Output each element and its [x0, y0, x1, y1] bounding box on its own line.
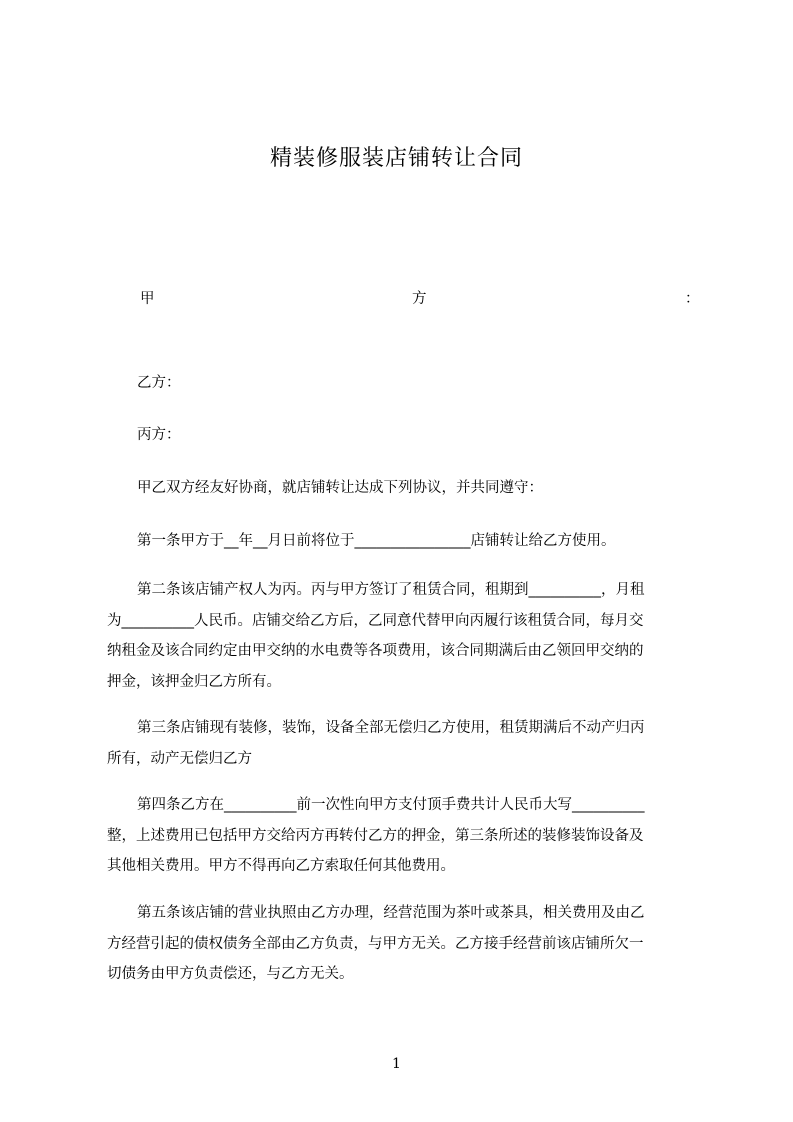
party-c-line: 丙方：: [137, 427, 181, 443]
article-3-line: 第三条店铺现有装修，装饰，设备全部无偿归乙方使用，租赁期满后不动产归丙: [137, 720, 645, 736]
party-a-char-2: 方: [412, 291, 427, 307]
party-a-colon: ：: [685, 291, 700, 307]
article-5-line: 切债务由甲方负责偿还，与乙方无关。: [107, 966, 354, 982]
party-a-char-1: 甲: [140, 291, 155, 307]
party-a-line: [107, 287, 700, 315]
article-5-line: 第五条该店铺的营业执照由乙方办理，经营范围为茶叶或茶具，相关费用及由乙: [137, 905, 645, 921]
page-number: 1: [392, 1056, 401, 1072]
article-4-line: 其他相关费用。甲方不得再向乙方索取任何其他费用。: [107, 858, 455, 874]
article-5-line: 方经营引起的债权债务全部由乙方负责，与甲方无关。乙方接手经营前该店铺所欠一: [107, 935, 644, 952]
article-3: [107, 713, 699, 774]
article-2: [107, 575, 699, 697]
article-4-line: 整，上述费用已包括甲方交给丙方再转付乙方的押金，第三条所述的装修装饰设备及: [107, 827, 644, 844]
article-3-line: 所有，动产无偿归乙方: [107, 750, 252, 767]
document-title: 精装修服装店铺转让合同: [269, 146, 523, 171]
article-2-line: 押金，该押金归乙方所有。: [107, 673, 281, 690]
article-4: [107, 790, 699, 882]
article-2-line: 纳租金及该合同约定由甲交纳的水电费等各项费用，该合同期满后由乙领回甲交纳的: [107, 643, 644, 659]
article-1: 第一条甲方于__年__月日前将位于________________店铺转让给乙方使用。: [137, 533, 616, 549]
article-2-line: 为__________人民币。店铺交给乙方后，乙同意代替甲向丙履行该租赁合同，每月交: [107, 612, 644, 629]
article-4-line: 第四条乙方在__________前一次性向甲方支付顶手费共计人民币大写__________: [137, 797, 645, 813]
article-2-line: 第二条该店铺产权人为丙。丙与甲方签订了租赁合同，租期到__________，月租: [137, 582, 645, 598]
intro-paragraph: 甲乙双方经友好协商，就店铺转让达成下列协议，并共同遵守：: [137, 480, 543, 496]
party-b-line: 乙方：: [137, 375, 181, 391]
article-5: [107, 898, 699, 990]
